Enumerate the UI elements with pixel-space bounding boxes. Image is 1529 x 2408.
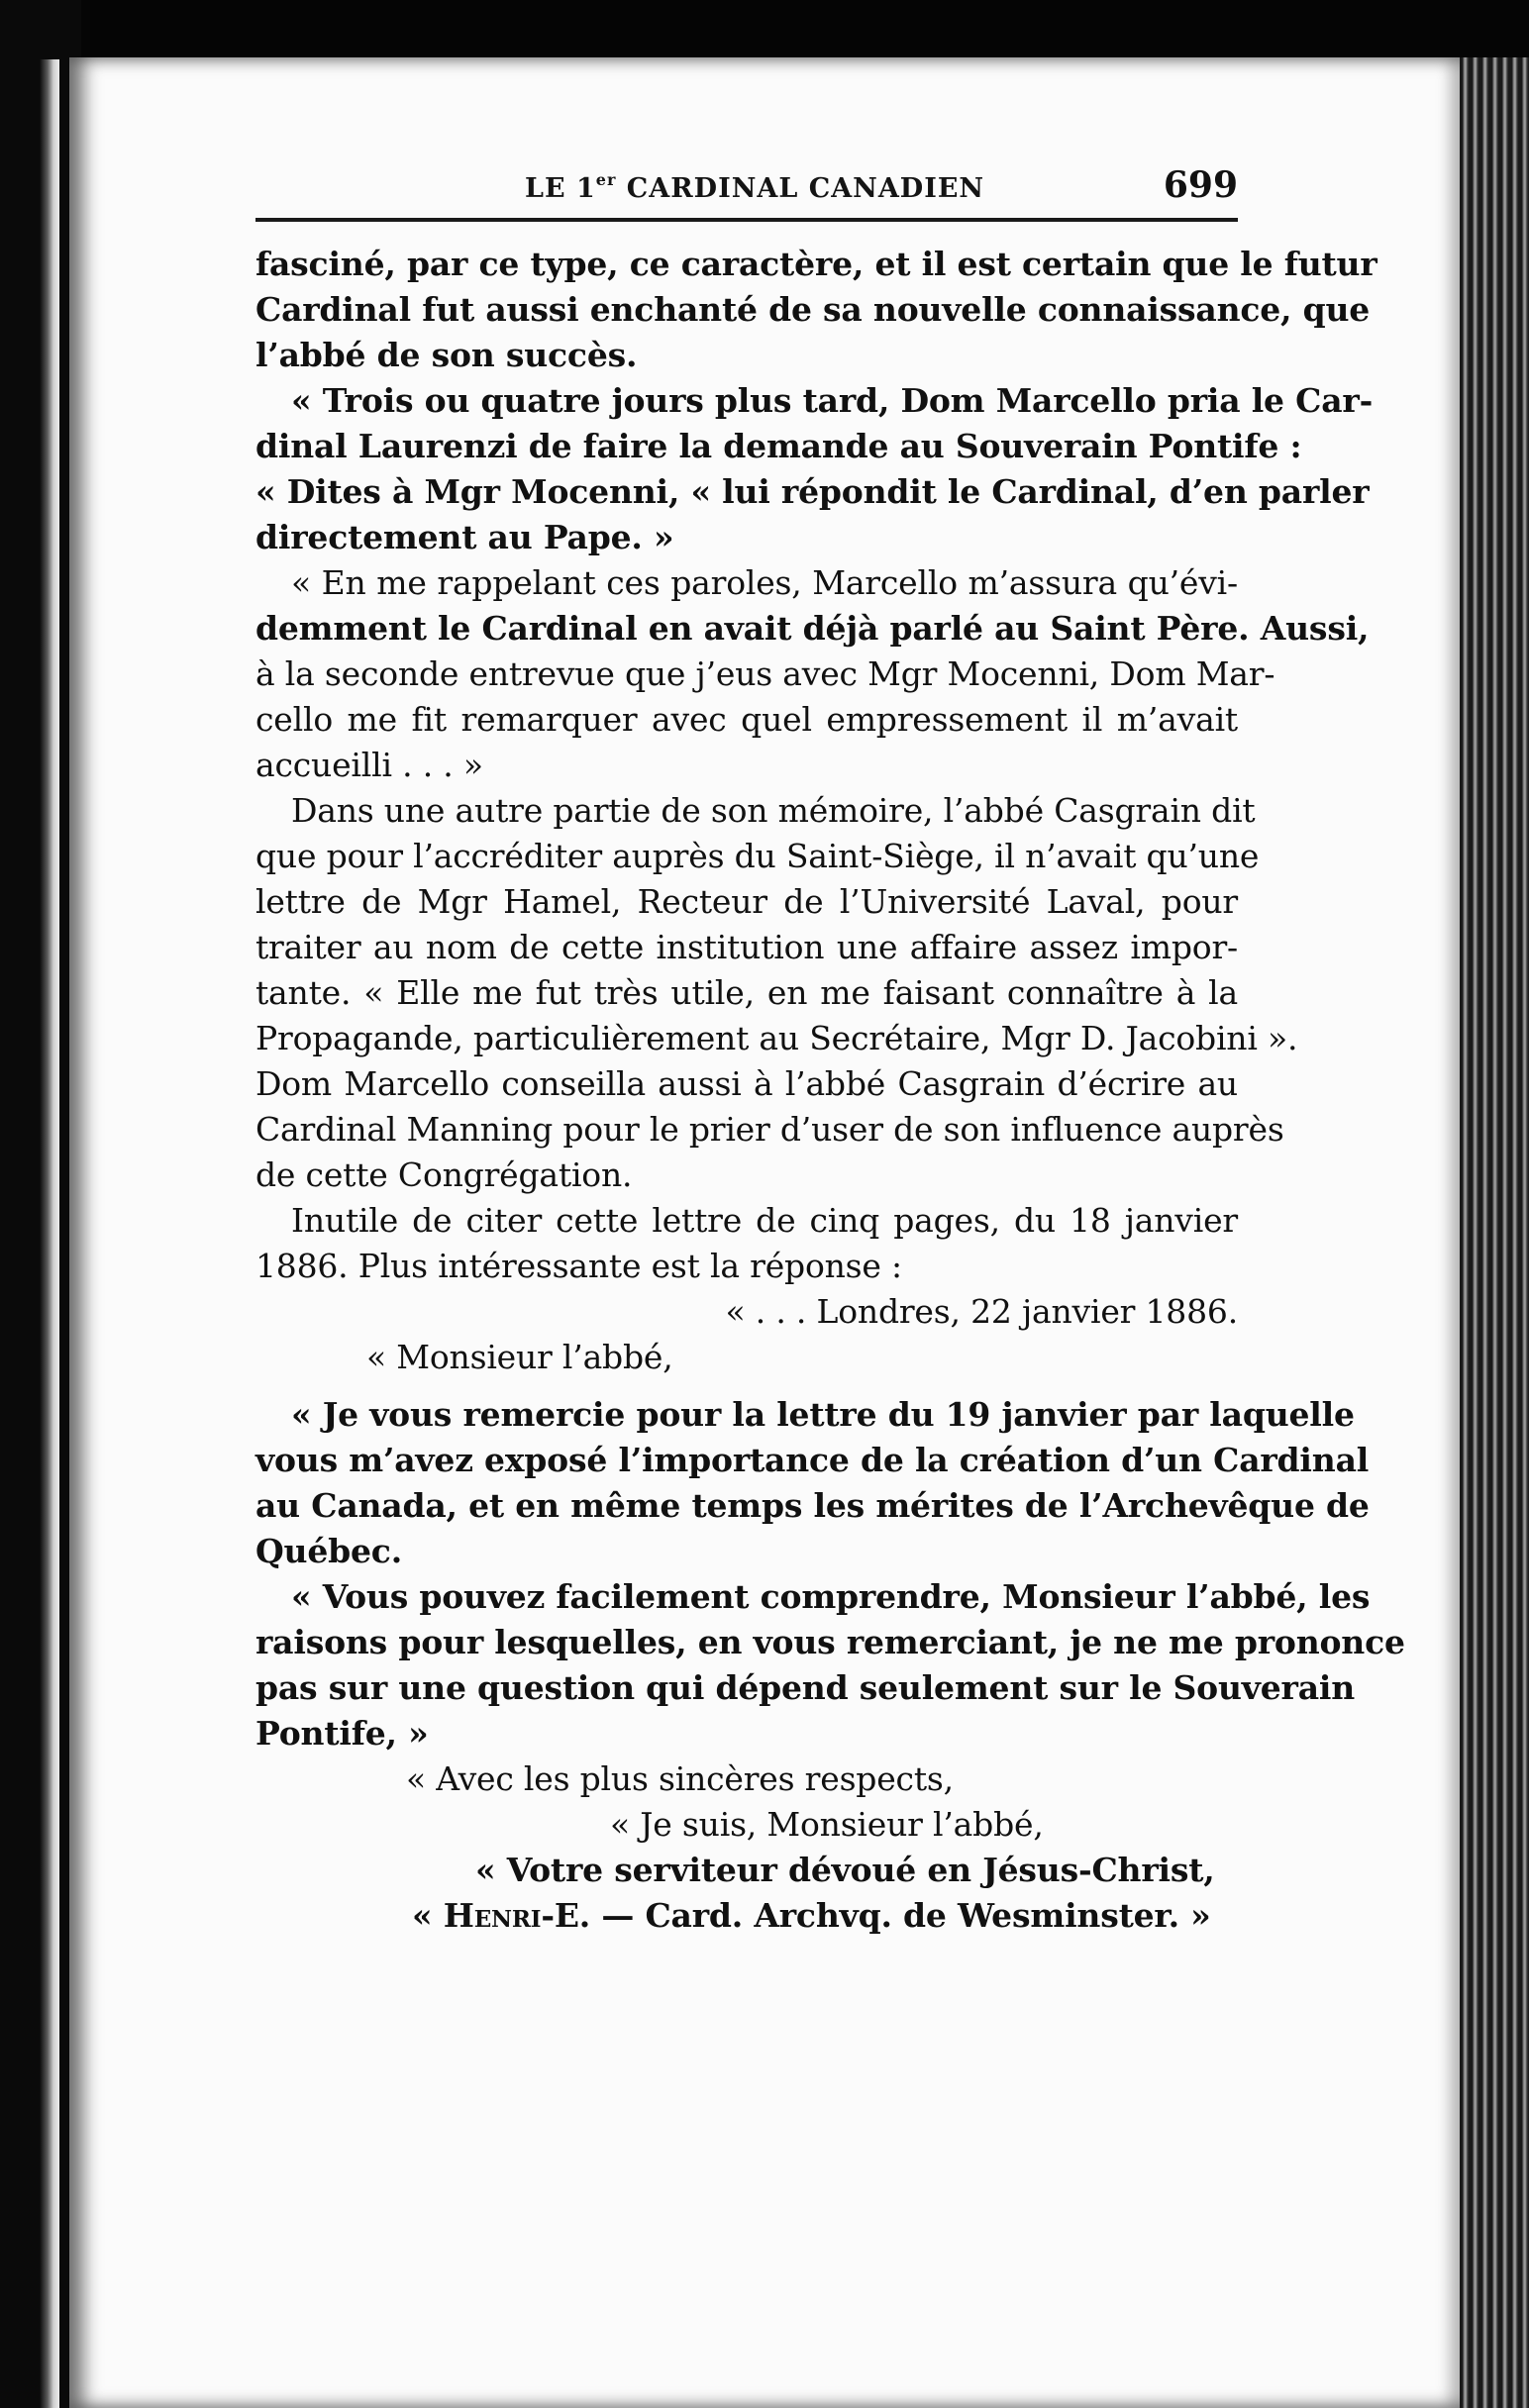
text-line: Inutile de citer cette lettre de cinq pages, du 18 janvier	[291, 1201, 1238, 1240]
text-line: Propagande, particulièrement au Secrétaire, Mgr D. Jacobini ».	[255, 1019, 1298, 1057]
letter-signature: « Henri-E. — Card. Archvq. de Wesminster. »	[412, 1896, 1211, 1935]
text-line: tante. « Elle me fut très utile, en me faisant connaître à la	[255, 973, 1238, 1012]
text-line: à la seconde entrevue que j’eus avec Mgr Mocenni, Dom Mar-	[255, 654, 1275, 693]
running-title: LE 1er CARDINAL CANADIEN	[525, 170, 985, 204]
text-line: Pontife, »	[255, 1714, 429, 1753]
letter-closing: « Votre serviteur dévoué en Jésus-Christ,	[475, 1851, 1215, 1889]
text-line: traiter au nom de cette institution une affaire assez impor-	[255, 928, 1238, 966]
text-line: pas sur une question qui dépend seulement sur le Souverain	[255, 1668, 1356, 1707]
text-line: raisons pour lesquelles, en vous remerciant, je ne me prononce	[255, 1623, 1405, 1661]
text-line: « Je vous remercie pour la lettre du 19 janvier par laquelle	[291, 1395, 1355, 1434]
letter-dateline: « . . . Londres, 22 janvier 1886.	[725, 1292, 1238, 1331]
text-line: vous m’avez exposé l’importance de la création d’un Cardinal	[255, 1441, 1370, 1479]
text-line: demment le Cardinal en avait déjà parlé au Saint Père. Aussi,	[255, 609, 1370, 648]
text-line: « Trois ou quatre jours plus tard, Dom Marcello pria le Car-	[291, 381, 1374, 420]
text-line: lettre de Mgr Hamel, Recteur de l’Université Laval, pour	[255, 882, 1238, 921]
text-line: l’abbé de son succès.	[255, 336, 638, 374]
page-body	[255, 242, 1405, 1939]
text-line: dinal Laurenzi de faire la demande au Souverain Pontife :	[255, 427, 1302, 465]
text-line: Cardinal fut aussi enchanté de sa nouvelle connaissance, que	[255, 290, 1371, 329]
page-gutter-shadow	[40, 59, 59, 2408]
text-line: « En me rappelant ces paroles, Marcello m’assura qu’évi-	[291, 563, 1238, 602]
scan-top-border	[0, 0, 1529, 57]
text-line: Québec.	[255, 1532, 402, 1570]
letter-closing: « Avec les plus sincères respects,	[406, 1759, 954, 1798]
page-number: 699	[1163, 164, 1238, 206]
letter-closing: « Je suis, Monsieur l’abbé,	[610, 1805, 1044, 1844]
header-rule	[255, 218, 1238, 222]
text-line: directement au Pape. »	[255, 518, 674, 556]
text-line: que pour l’accréditer auprès du Saint-Siège, il n’avait qu’une	[255, 837, 1260, 875]
letter-salutation: « Monsieur l’abbé,	[366, 1338, 673, 1376]
text-line: 1886. Plus intéressante est la réponse :	[255, 1247, 902, 1285]
text-line: Dom Marcello conseilla aussi à l’abbé Casgrain d’écrire au	[255, 1064, 1238, 1103]
text-line: « Dites à Mgr Mocenni, « lui répondit le Cardinal, d’en parler	[255, 472, 1370, 511]
text-line: « Vous pouvez facilement comprendre, Monsieur l’abbé, les	[291, 1577, 1371, 1616]
text-line: cello me fit remarquer avec quel empressement il m’avait	[255, 700, 1238, 739]
text-line: Dans une autre partie de son mémoire, l’abbé Casgrain dit	[291, 791, 1256, 830]
running-header	[255, 164, 1238, 210]
text-line: fasciné, par ce type, ce caractère, et il est certain que le futur	[255, 245, 1377, 283]
text-line: au Canada, et en même temps les mérites de l’Archevêque de	[255, 1486, 1370, 1525]
book-page-edges	[1460, 57, 1529, 2408]
text-line: Cardinal Manning pour le prier d’user de son influence auprès	[255, 1110, 1284, 1149]
text-line: accueilli . . . »	[255, 746, 483, 784]
text-line: de cette Congrégation.	[255, 1155, 633, 1194]
